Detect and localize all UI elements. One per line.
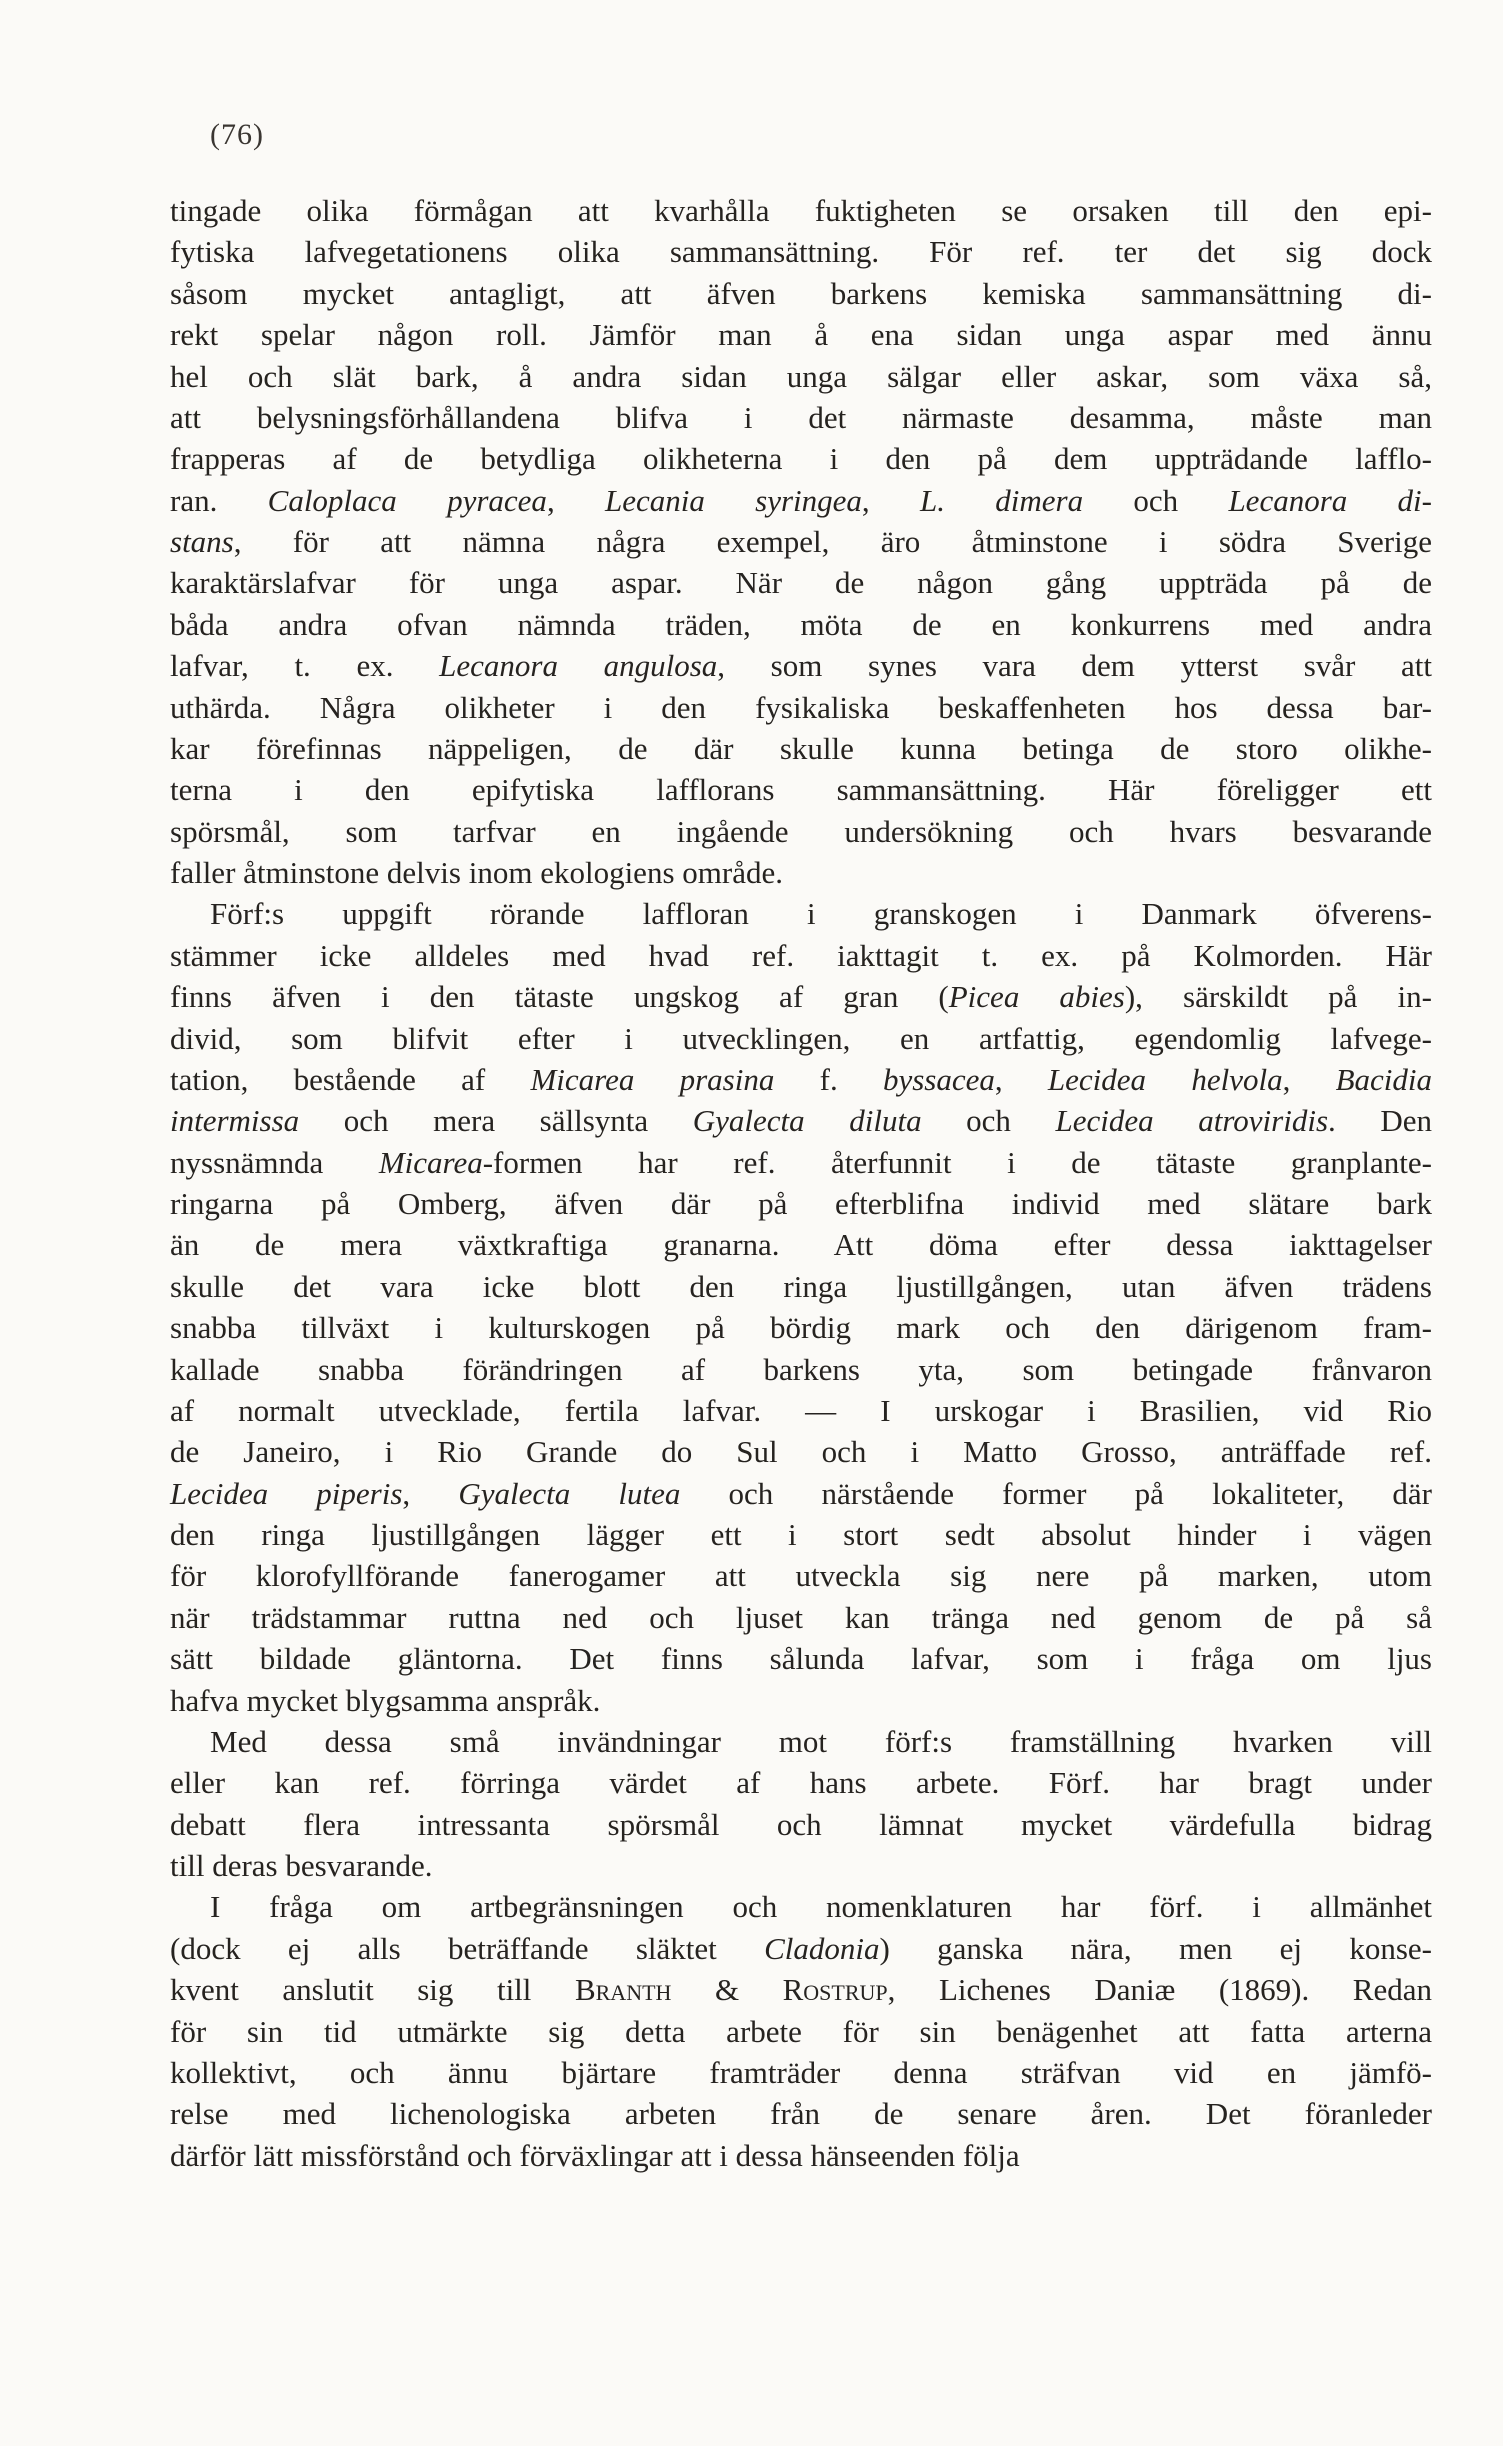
text-line: Lecidea piperis, Gyalecta lutea och närstående former på lokaliteter, där — [170, 1475, 1432, 1511]
text-line: divid, som blifvit efter i utvecklingen, en artfattig, egendomlig lafvege- — [170, 1020, 1432, 1056]
text-line: snabba tillväxt i kulturskogen på bördig mark och den därigenom fram- — [170, 1310, 1432, 1346]
text-line: ringarna på Omberg, äfven där på efterblifna individ med slätare bark — [170, 1186, 1432, 1221]
text-line: spörsmål, som tarfvar en ingående undersökning och hvars besvarande — [170, 813, 1432, 849]
text-line: kollektivt, och ännu bjärtare framträder denna sträfvan vid en jämfö- — [170, 2054, 1432, 2090]
text-line: tation, bestående af Micarea prasina f. byssacea, Lecidea helvola, Bacidia — [170, 1061, 1433, 1097]
text-line: för sin tid utmärkte sig detta arbete för sin benägenhet att fatta arterna — [170, 2013, 1432, 2049]
text-line: tingade olika förmågan att kvarhålla fuktigheten se orsaken till den epi- — [170, 193, 1432, 228]
text-line: (dock ej alls beträffande släktet Cladonia) ganska nära, men ej konse- — [170, 1930, 1432, 1966]
text-line: frapperas af de betydliga olikheterna i den på dem uppträdande lafflo- — [170, 441, 1432, 477]
text-line: att belysningsförhållandena blifva i det närmaste desamma, måste man — [170, 399, 1432, 435]
text-line: skulle det vara icke blott den ringa ljustillgången, utan äfven trädens — [170, 1268, 1432, 1304]
text-line: uthärda. Några olikheter i den fysikaliska beskaffenheten hos dessa bar- — [170, 689, 1432, 725]
page-number: (76) — [210, 118, 264, 151]
text-line: kar förefinnas näppeligen, de där skulle kunna betinga de storo olikhe- — [170, 730, 1432, 766]
text-line: debatt flera intressanta spörsmål och lämnat mycket värdefulla bidrag — [170, 1806, 1432, 1842]
text-line: till deras besvarande. — [170, 1848, 433, 1883]
text-line: intermissa och mera sällsynta Gyalecta diluta och Lecidea atroviridis. Den — [170, 1103, 1433, 1139]
text-line: Förf:s uppgift rörande laffloran i granskogen i Danmark öfverens- — [210, 896, 1432, 932]
text-line: hafva mycket blygsamma anspråk. — [170, 1682, 601, 1718]
text-line: relse med lichenologiska arbeten från de senare åren. Det föranleder — [170, 2096, 1432, 2132]
text-line: än de mera växtkraftiga granarna. Att döma efter dessa iakttagelser — [170, 1227, 1432, 1263]
text-line: kvent anslutit sig till Branth & Rostrup, Lichenes Daniæ (1869). Redan — [170, 1972, 1432, 2008]
text-line: kallade snabba förändringen af barkens yta, som betingade frånvaron — [170, 1351, 1432, 1387]
text-line: af normalt utvecklade, fertila lafvar. — I urskogar i Brasilien, vid Rio — [170, 1392, 1432, 1428]
text-line: de Janeiro, i Rio Grande do Sul och i Matto Grosso, anträffade ref. — [170, 1434, 1432, 1470]
text-line: nyssnämnda Micarea-formen har ref. återfunnit i de tätaste granplante- — [170, 1144, 1432, 1180]
text-line: terna i den epifytiska lafflorans sammansättning. Här föreligger ett — [170, 772, 1432, 808]
text-line: stans, för att nämna några exempel, äro åtminstone i södra Sverige — [170, 524, 1432, 559]
text-line: lafvar, t. ex. Lecanora angulosa, som synes vara dem ytterst svår att — [170, 648, 1432, 684]
text-line: såsom mycket antagligt, att äfven barkens kemiska sammansättning di- — [170, 275, 1432, 311]
text-line: karaktärslafvar för unga aspar. När de någon gång uppträda på de — [170, 565, 1432, 601]
text-line: Med dessa små invändningar mot förf:s framställning hvarken vill — [210, 1723, 1432, 1759]
text-line: därför lätt missförstånd och förväxlingar att i dessa hänseenden följa — [170, 2137, 1020, 2173]
text-line: eller kan ref. förringa värdet af hans arbete. Förf. har bragt under — [170, 1765, 1432, 1801]
text-line: båda andra ofvan nämnda träden, möta de en konkurrens med andra — [170, 606, 1432, 642]
text-line: för klorofyllförande fanerogamer att utveckla sig nere på marken, utom — [170, 1558, 1432, 1594]
text-line: den ringa ljustillgången lägger ett i stort sedt absolut hinder i vägen — [170, 1517, 1432, 1552]
text-line: när trädstammar ruttna ned och ljuset kan tränga ned genom de på så — [170, 1599, 1432, 1635]
text-line: I fråga om artbegränsningen och nomenklaturen har förf. i allmänhet — [210, 1889, 1432, 1925]
text-line: hel och slät bark, å andra sidan unga sälgar eller askar, som växa så, — [170, 358, 1432, 394]
text-line: rekt spelar någon roll. Jämför man å ena sidan unga aspar med ännu — [170, 317, 1432, 353]
text-line: sätt bildade gläntorna. Det finns sålunda lafvar, som i fråga om ljus — [170, 1641, 1432, 1677]
text-line: ran. Caloplaca pyracea, Lecania syringea, L. dimera och Lecanora di- — [170, 482, 1432, 518]
text-line: fytiska lafvegetationens olika sammansättning. För ref. ter det sig dock — [170, 234, 1432, 270]
text-line: faller åtminstone delvis inom ekologiens område. — [170, 855, 783, 890]
text-line: stämmer icke alldeles med hvad ref. iakttagit t. ex. på Kolmorden. Här — [170, 937, 1432, 973]
text-line: finns äfven i den tätaste ungskog af gran (Picea abies), särskildt på in- — [170, 979, 1432, 1015]
body-text — [170, 190, 1432, 2176]
